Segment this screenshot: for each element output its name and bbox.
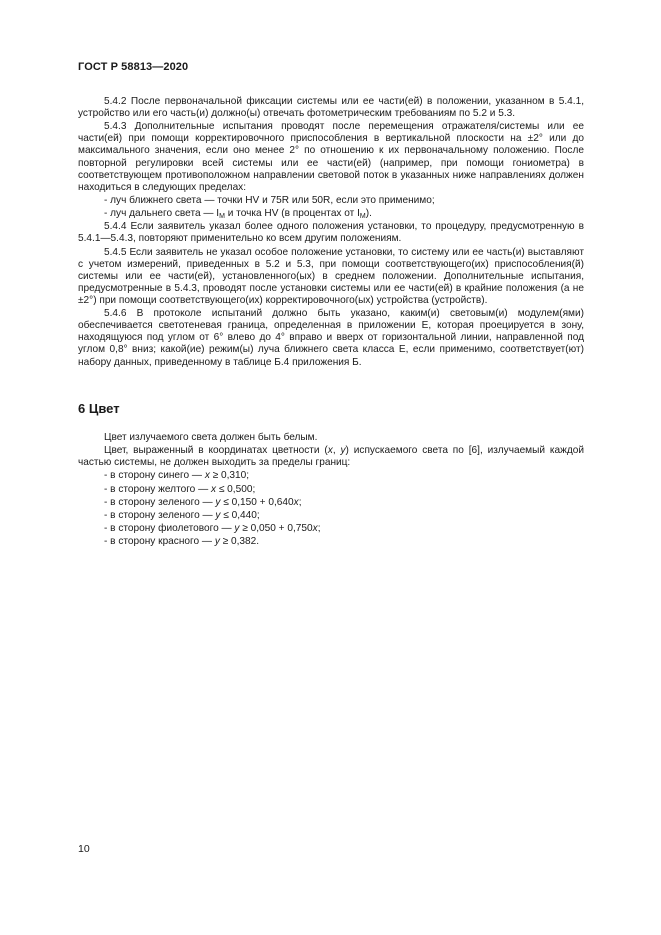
limit-post: ≤ 0,500; [216, 483, 256, 495]
paragraph-5-4-5: 5.4.5 Если заявитель не указал особое положение установки, то систему или ее часть(и) выставляют с учетом измерений, приведенных в 5.2 и 5.3, при помощи соответствующего(их) приспособления(й) системы или ее части(ей), установленного(ых) в среднем положении. Дополнительные испытания, предусмотренные в 5.4.3, проводят после установки системы или ее части(ей) в крайние положения (а не ±2°) при помощи соответствующего(их) корректировочного(ых) устройства (устройств). [78, 246, 584, 306]
limit-yellow [78, 484, 584, 496]
limit-post: ≤ 0,440; [220, 510, 260, 522]
limit-green-1 [78, 497, 584, 509]
limit-pre: - в сторону зеленого — [104, 510, 216, 522]
limit-blue [78, 470, 584, 482]
limit-post: ≥ 0,310; [209, 470, 250, 482]
limit-violet [78, 523, 584, 535]
subscript-m-1: M [219, 213, 225, 221]
paragraph-5-4-4: 5.4.4 Если заявитель указал более одного положения установки, то процедуру, предусмотренную в 5.4.1—5.4.3, повторяют применительно ко всем другим положениям. [78, 221, 584, 245]
limit-post: ≥ 0,382. [219, 536, 260, 548]
limit-var2: x [312, 523, 318, 535]
limit-red [78, 536, 584, 548]
limit-pre: - в сторону желтого — [104, 483, 211, 495]
limit-var: y [215, 496, 221, 508]
chroma-text-b: ) испускаемого света по [6], излучаемый каждой частью системы, не должен выходить за пределы границ: [78, 445, 585, 469]
limit-post: ≥ 0,050 + 0,750 [239, 523, 313, 535]
paragraph-5-4-6: 5.4.6 В протоколе испытаний должно быть указано, каким(и) световым(и) модулем(ями) обеспечивается светотеневая граница, определенная в приложении Е, которая проецируется в зону, находящуюся под углом от 6° влево до 4° вправо и вверх от горизонтальной линии, направленной под углом 0,8° вниз; какой(ие) режим(ы) луча ближнего света класса Е, если применимо, соответствует(ют) набору данных, приведенному в таблице Б.4 приложения Б. [78, 308, 584, 368]
limit-end: ; [317, 523, 321, 535]
paragraph-6-white-light: Цвет излучаемого света должен быть белым. [104, 432, 318, 443]
limit-var: y [215, 510, 221, 522]
limit-post: ≤ 0,150 + 0,640 [220, 496, 294, 508]
page-number: 10 [78, 843, 90, 855]
limit-pre: - в сторону фиолетового — [104, 523, 235, 535]
paragraph-5-4-2: 5.4.2 После первоначальной фиксации системы или ее части(ей) в положении, указанном в 5.4.1, устройство или его часть(и) должно(ы) отвечать фотометрическим требованиям по 5.2 и 5.3. [78, 96, 584, 120]
limit-pre: - в сторону зеленого — [104, 496, 216, 508]
document-header-code: ГОСТ Р 58813—2020 [78, 61, 189, 73]
limit-var: y [214, 536, 220, 548]
paragraph-5-4-3: 5.4.3 Дополнительные испытания проводят после перемещения отражателя/системы или ее части(ей) при помощи корректировочного приспособления в вертикальной плоскости на ±2° или до максимального значения, если оно менее 2° по отношению к их первоначальному положению. После повторной регулировки всей системы или ее части(ей) (например, при помощи гониометра) в соответствующем противоположном направлении световой поток в указанных ниже направлениях должен находиться в следующих пределах: [78, 121, 584, 193]
limit-var: x [204, 470, 210, 482]
section-6-heading: 6 Цвет [78, 401, 120, 416]
paragraph-6-chromaticity [78, 445, 584, 469]
high-beam-text-b: и точка HV (в процентах от I [224, 208, 360, 220]
chroma-text-a: Цвет, выраженный в координатах цветности ( [104, 445, 328, 457]
chroma-comma: , [332, 445, 341, 457]
list-item-high-beam [78, 208, 584, 220]
high-beam-text-a: - луч дальнего света — I [104, 208, 220, 220]
limit-var: y [234, 523, 240, 535]
subscript-m-2: M [359, 213, 366, 221]
limit-var: x [210, 483, 217, 495]
chroma-var-x: x [327, 445, 333, 457]
limit-green-2 [78, 510, 584, 522]
section-6-text [78, 432, 584, 550]
high-beam-text-c: ). [365, 208, 372, 220]
limit-pre: - в сторону синего — [104, 470, 205, 482]
limit-pre: - в сторону красного — [104, 536, 215, 548]
limit-var2: x [293, 496, 299, 508]
limit-end: ; [298, 496, 302, 508]
chroma-var-y: y [340, 445, 346, 457]
section-5-4-text [78, 96, 584, 370]
list-item-low-beam: - луч ближнего света — точки HV и 75R или 50R, если это применимо; [104, 194, 435, 206]
